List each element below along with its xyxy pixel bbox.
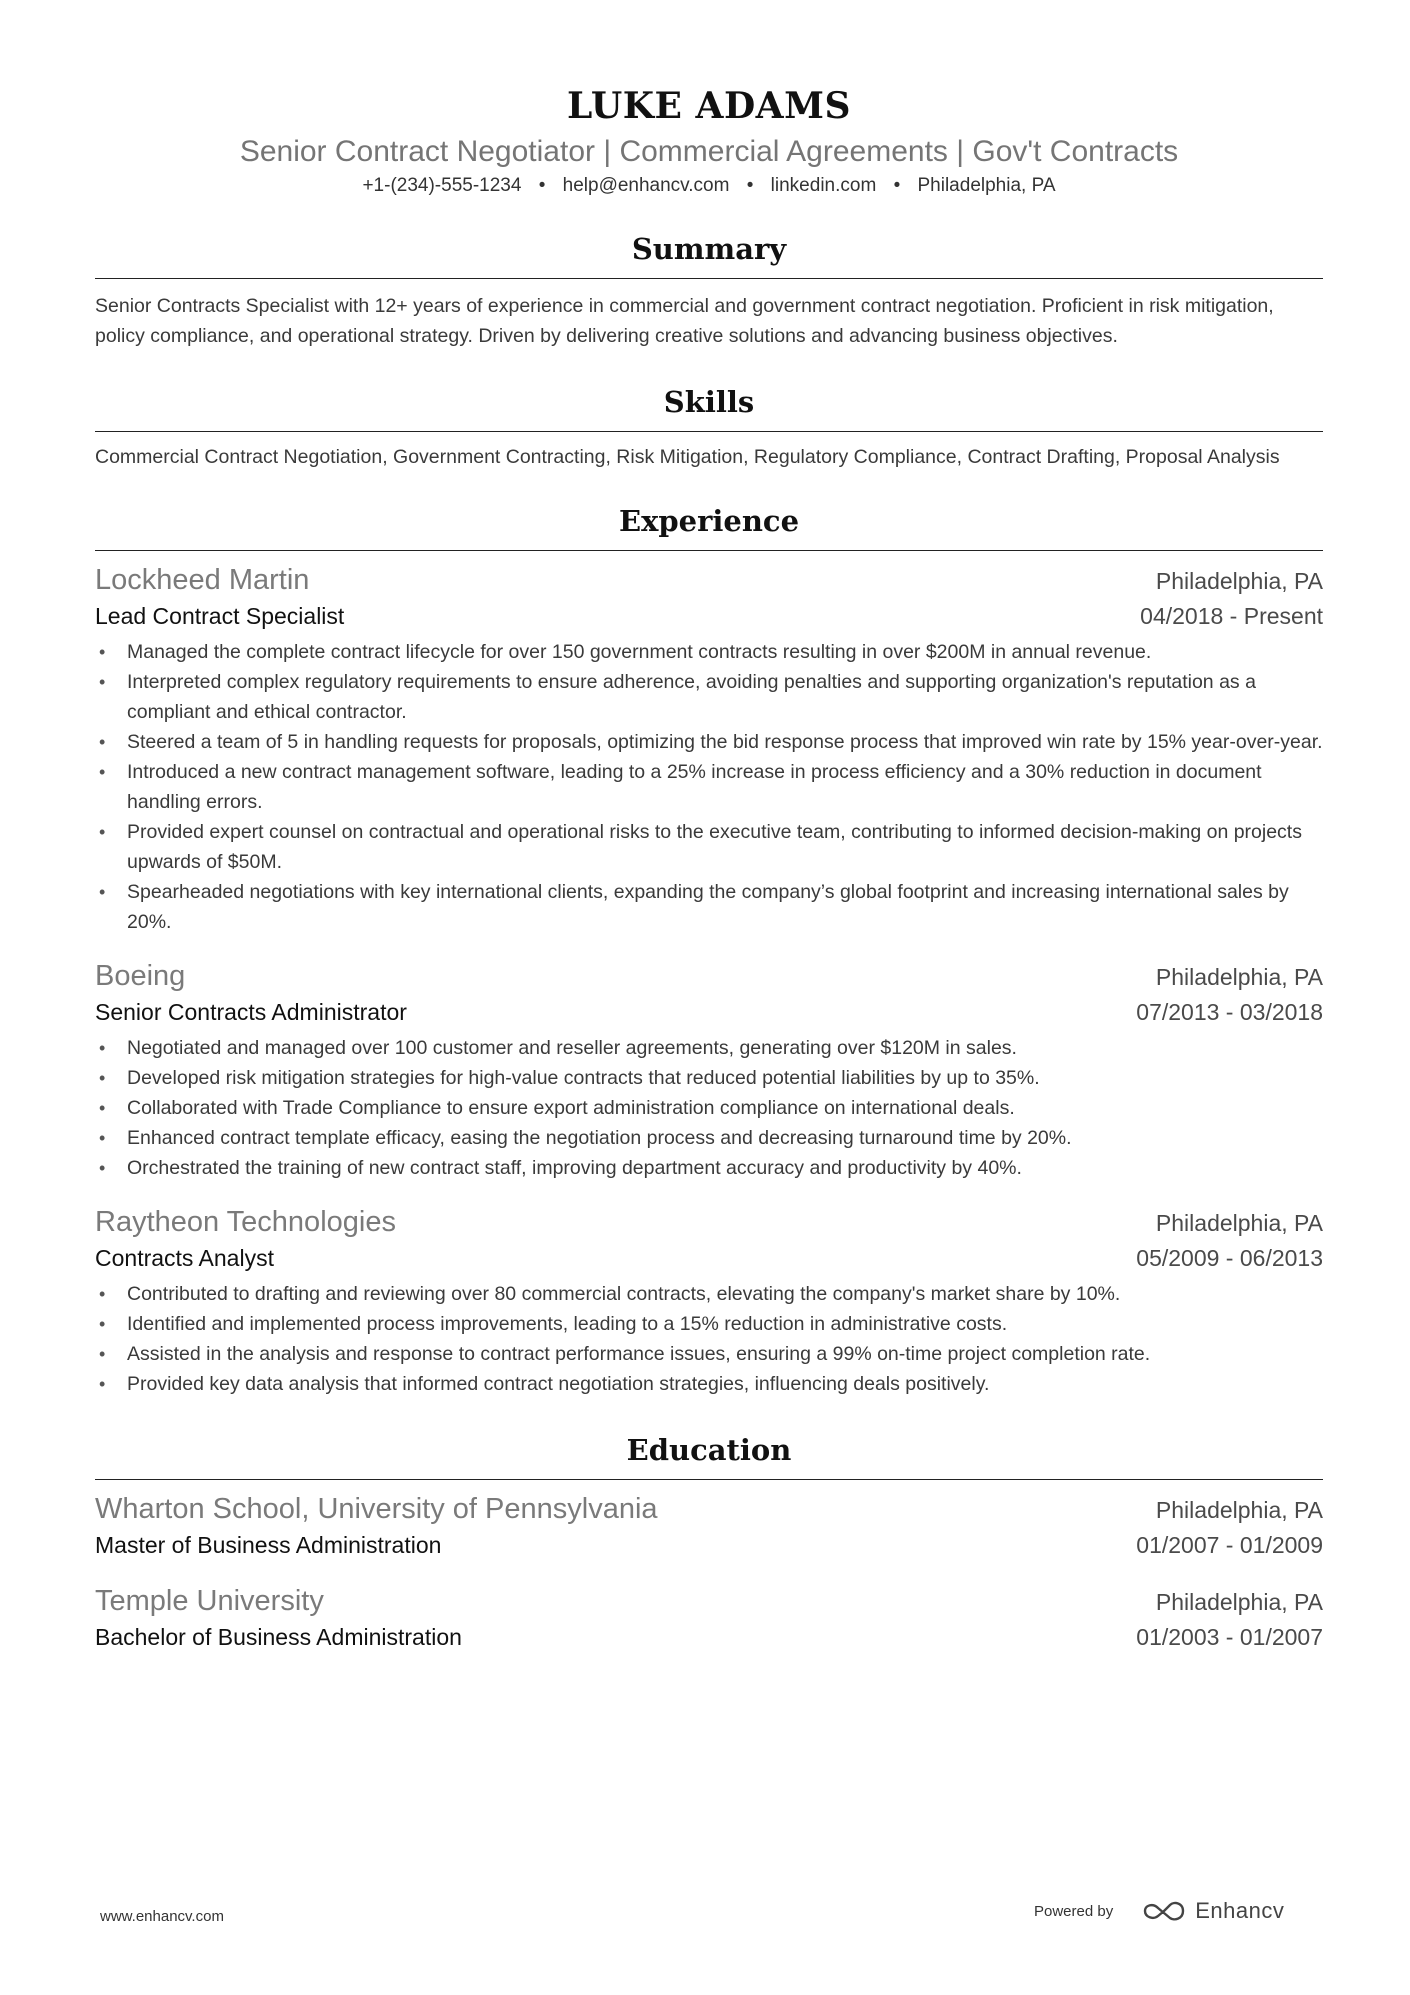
school-name: Temple University — [95, 1585, 324, 1617]
degree-name: Master of Business Administration — [95, 1532, 442, 1558]
school-name: Wharton School, University of Pennsylvania — [95, 1493, 658, 1525]
company-name: Lockheed Martin — [95, 564, 310, 596]
experience-entry — [95, 957, 1323, 1183]
company-name: Boeing — [95, 960, 186, 992]
education-section — [95, 1431, 1323, 1654]
enhancv-logo-icon — [1141, 1899, 1187, 1923]
contact-phone[interactable]: +1-(234)-555-1234 — [362, 175, 522, 196]
school-location: Philadelphia, PA — [1155, 1497, 1323, 1523]
bullet-item: • Collaborated with Trade Compliance to ensure export administration compliance on international deals. — [95, 1093, 1323, 1123]
bullet-item: • Enhanced contract template efficacy, easing the negotiation process and decreasing turnaround time by 20%. — [95, 1123, 1323, 1153]
section-heading-education: Education — [95, 1431, 1323, 1480]
section-heading-experience: Experience — [95, 502, 1323, 551]
bullet-item: • Provided expert counsel on contractual and operational risks to the executive team, contributing to informed decision-making on projects upwards of $50M. — [95, 817, 1323, 877]
bullet-item: • Assisted in the analysis and response to contract performance issues, ensuring a 99% on-time project completion rate. — [95, 1339, 1323, 1369]
job-location: Philadelphia, PA — [1155, 568, 1323, 594]
bullet-item: • Orchestrated the training of new contract staff, improving department accuracy and productivity by 40%. — [95, 1153, 1323, 1183]
contact-separator: • — [893, 175, 901, 196]
contact-linkedin[interactable]: linkedin.com — [770, 175, 877, 196]
bullet-item: • Introduced a new contract management software, leading to a 25% increase in process efficiency and a 30% reduction in document handling errors. — [95, 757, 1323, 817]
contact-email[interactable]: help@enhancv.com — [562, 175, 730, 196]
job-dates: 05/2009 - 06/2013 — [1136, 1245, 1323, 1271]
bullet-item: • Steered a team of 5 in handling requests for proposals, optimizing the bid response process that improved win rate by 15% year-over-year. — [95, 727, 1323, 757]
brand-link[interactable] — [1141, 1898, 1284, 1924]
powered-by-label: Powered by — [1034, 1902, 1114, 1920]
bullet-item: • Contributed to drafting and reviewing over 80 commercial contracts, elevating the company's market share by 10%. — [95, 1279, 1323, 1309]
summary-section — [95, 230, 1323, 351]
degree-name: Bachelor of Business Administration — [95, 1624, 462, 1650]
school-location: Philadelphia, PA — [1155, 1589, 1323, 1615]
education-entry — [95, 1490, 1323, 1562]
section-heading-summary: Summary — [95, 230, 1323, 279]
bullet-item: • Managed the complete contract lifecycle for over 150 government contracts resulting in over $200M in annual revenue. — [95, 637, 1323, 667]
brand-name: Enhancv — [1195, 1898, 1285, 1923]
candidate-title: Senior Contract Negotiator | Commercial Agreements | Gov't Contracts — [239, 135, 1179, 168]
skills-section — [95, 383, 1323, 470]
job-location: Philadelphia, PA — [1155, 1210, 1323, 1236]
education-dates: 01/2007 - 01/2009 — [1136, 1532, 1323, 1558]
summary-text: Senior Contracts Specialist with 12+ years of experience in commercial and government contract negotiation. Proficient in risk mitigation, policy compliance, and operational strategy. Driven by delivering creative solutions and advancing business objectives. — [95, 295, 1274, 347]
bullet-item: • Interpreted complex regulatory requirements to ensure adherence, avoiding penalties and supporting organization's reputation as a compliant and ethical contractor. — [95, 667, 1323, 727]
bullet-item: • Provided key data analysis that informed contract negotiation strategies, influencing deals positively. — [95, 1369, 1323, 1399]
job-bullets — [95, 1033, 1323, 1183]
contact-separator: • — [538, 175, 546, 196]
footer-branding — [1034, 1898, 1284, 1924]
candidate-name: LUKE ADAMS — [567, 85, 851, 127]
job-bullets — [95, 637, 1323, 937]
experience-entry — [95, 1203, 1323, 1399]
job-bullets — [95, 1279, 1323, 1399]
bullet-item: • Developed risk mitigation strategies for high-value contracts that reduced potential liabilities by up to 35%. — [95, 1063, 1323, 1093]
job-role: Contracts Analyst — [95, 1245, 274, 1271]
footer-website[interactable]: www.enhancv.com — [100, 1908, 224, 1925]
resume-page — [95, 84, 1323, 1654]
section-heading-skills: Skills — [95, 383, 1323, 432]
job-dates: 04/2018 - Present — [1140, 603, 1323, 629]
bullet-item: • Negotiated and managed over 100 customer and reseller agreements, generating over $120M in sales. — [95, 1033, 1323, 1063]
job-dates: 07/2013 - 03/2018 — [1136, 999, 1323, 1025]
resume-header — [95, 84, 1323, 200]
job-role: Senior Contracts Administrator — [95, 999, 407, 1025]
experience-entry — [95, 561, 1323, 937]
job-role: Lead Contract Specialist — [95, 603, 345, 629]
job-location: Philadelphia, PA — [1155, 964, 1323, 990]
contact-line — [95, 172, 1323, 200]
company-name: Raytheon Technologies — [95, 1206, 396, 1238]
contact-separator: • — [746, 175, 754, 196]
bullet-item: • Identified and implemented process improvements, leading to a 15% reduction in administrative costs. — [95, 1309, 1323, 1339]
skills-text: Commercial Contract Negotiation, Government Contracting, Risk Mitigation, Regulatory Compliance, Contract Drafting, Proposal Analysis — [95, 446, 1280, 468]
experience-section — [95, 502, 1323, 1399]
contact-location: Philadelphia, PA — [917, 175, 1056, 196]
education-dates: 01/2003 - 01/2007 — [1136, 1624, 1323, 1650]
bullet-item: • Spearheaded negotiations with key international clients, expanding the company’s global footprint and increasing international sales by 20%. — [95, 877, 1323, 937]
education-entry — [95, 1582, 1323, 1654]
